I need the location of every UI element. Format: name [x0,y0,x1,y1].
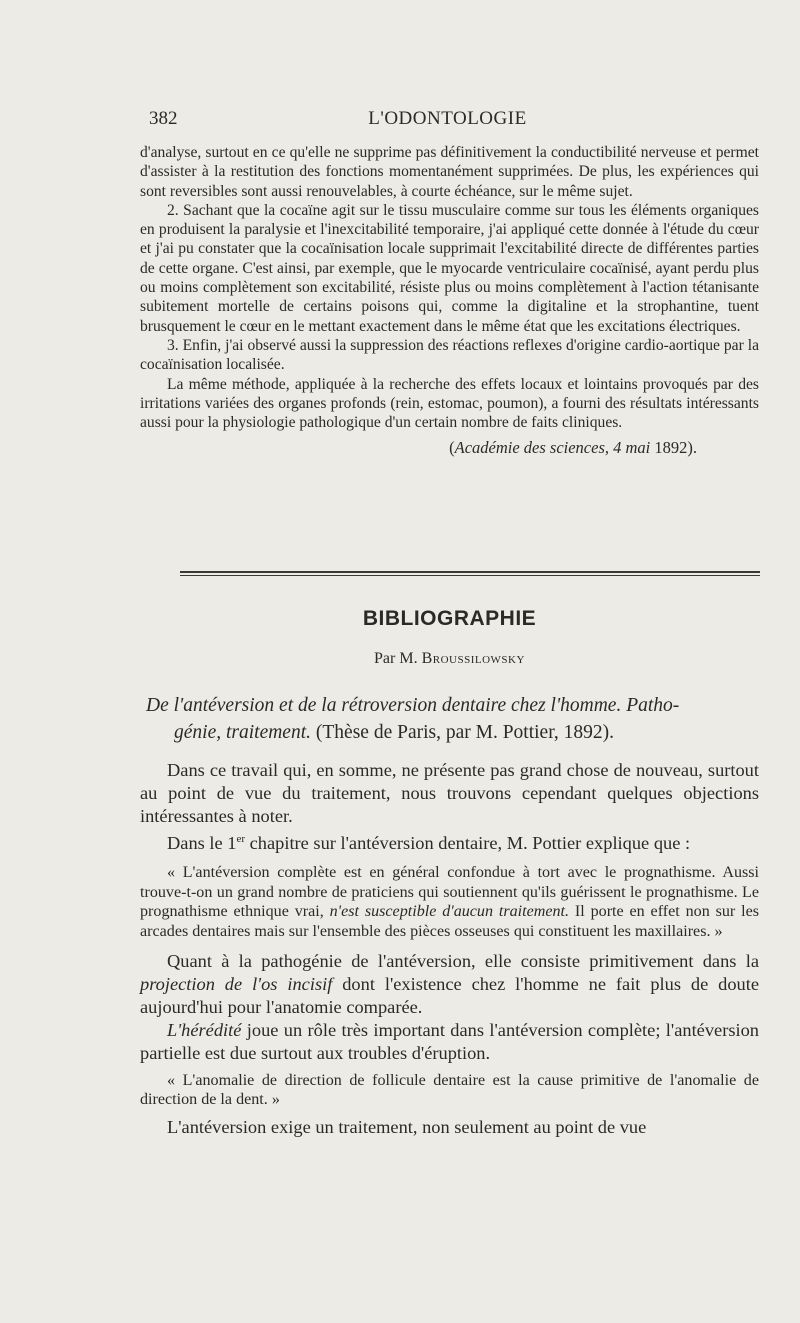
section-heading: BIBLIOGRAPHIE [362,607,537,630]
byline: Par M. Broussilowsky [374,650,525,667]
quote-emphasis: n'est susceptible d'aucun traitement. [329,903,570,921]
author-name: Broussilowsky [421,650,525,667]
emphasis-heredite: L'hérédité [167,1019,242,1040]
journal-title: L'ODONTOLOGIE [368,108,527,129]
reference-title-line-2: génie, traitement. [174,722,312,743]
page-number: 382 [149,108,178,129]
review-paragraph-5: L'antéversion exige un traitement, non seulement au point de vue [167,1116,647,1137]
bibliography-body [140,759,759,1139]
section-divider [180,569,760,579]
reference-title-line-1: De l'antéversion et de la rétroversion dentaire chez l'homme. Patho- [146,695,680,716]
paragraph-analysis: d'analyse, surtout en ce qu'elle ne supprime pas définitivement la conductibilité nerveuse et permet d'assister à la restitution des fonctions momentanément supprimées. De plus, les expériences qui sont reversibles sont aussi renouvelables, à courte échéance, sur le même sujet. [140,144,759,200]
review-paragraph-2: Dans le 1er chapitre sur l'antéversion dentaire, M. Pottier explique que : [167,833,691,854]
top-section [140,143,759,458]
emphasis-os-incisif: projection de l'os incisif [140,973,333,994]
reference-thesis: (Thèse de Paris, par M. Pottier, 1892). [311,722,615,743]
reference-title [146,692,758,746]
divider-thin-line [180,575,760,576]
paragraph-method: La même méthode, appliquée à la recherche des effets locaux et lointains provoqués par des irritations variées des organes profonds (rein, estomac, poumon), a fourni des résultats intéressants aussi pour la physiologie pathologique d'un certain nombre de faits cliniques. [140,375,759,432]
review-paragraph-1: Dans ce travail qui, en somme, ne présente pas grand chose de nouveau, surtout au point de vue du traitement, nous trouvons cependant quelques objections intéressantes à noter. [140,760,759,826]
review-paragraph-3: Quant à la pathogénie de l'antéversion, elle consiste primitivement dans la projection de l'os incisif dont l'existence chez l'homme ne fait plus de doute aujourd'hui pour l'anatomie comparée. [140,950,759,1017]
block-quote-2: « L'anomalie de direction de follicule dentaire est la cause primitive de l'anomalie de direction de la dent. » [140,1071,759,1109]
running-head [140,104,755,134]
paragraph-point-2: 2. Sachant que la cocaïne agit sur le tissu musculaire comme sur tous les éléments organiques en produisent la paralysie et l'inexcitabilité temporaire, j'ai appliqué cette donnée à l'étude du cœur et j'ai pu constater que la cocaïnisation locale supprimait l'excitabilité directe de différentes parties de cette organe. C'est ainsi, par exemple, que le myocarde ventriculaire cocaïnisé, ayant perdu plus ou moins complètement son excitabilité, résiste plus ou moins complètement à l'action tétanisante subitement mortelle de certains poisons qui, comme la digitaline et la strophantine, tuent brusquement le cœur en le mettant exactement dans le même état que les excitations électriques. [140,201,759,335]
citation: (Académie des sciences, 4 mai 1892). [449,438,697,458]
citation-source: Académie des sciences, 4 mai [454,438,651,458]
block-quote-1: « L'antéversion complète est en général confondue à tort avec le prognathisme. Aussi trouve-t-on un grand nombre de praticiens qui soutiennent qu'ils guérissent le prognathisme. Le prognathisme ethnique vrai, n'est susceptible d'aucun traitement. Il porte en effet non sur les arcades dentaires mais sur l'ensemble des pièces osseuses qui constituent les maxillaires. » [140,864,759,940]
paragraph-point-3: 3. Enfin, j'ai observé aussi la suppression des réactions reflexes d'origine cardio-aortique par la cocaïnisation localisée. [140,336,759,374]
review-paragraph-4: L'hérédité joue un rôle très important dans l'antéversion complète; l'antéversion partielle est due surtout aux troubles d'éruption. [140,1019,759,1063]
divider-thick-line [180,571,760,573]
